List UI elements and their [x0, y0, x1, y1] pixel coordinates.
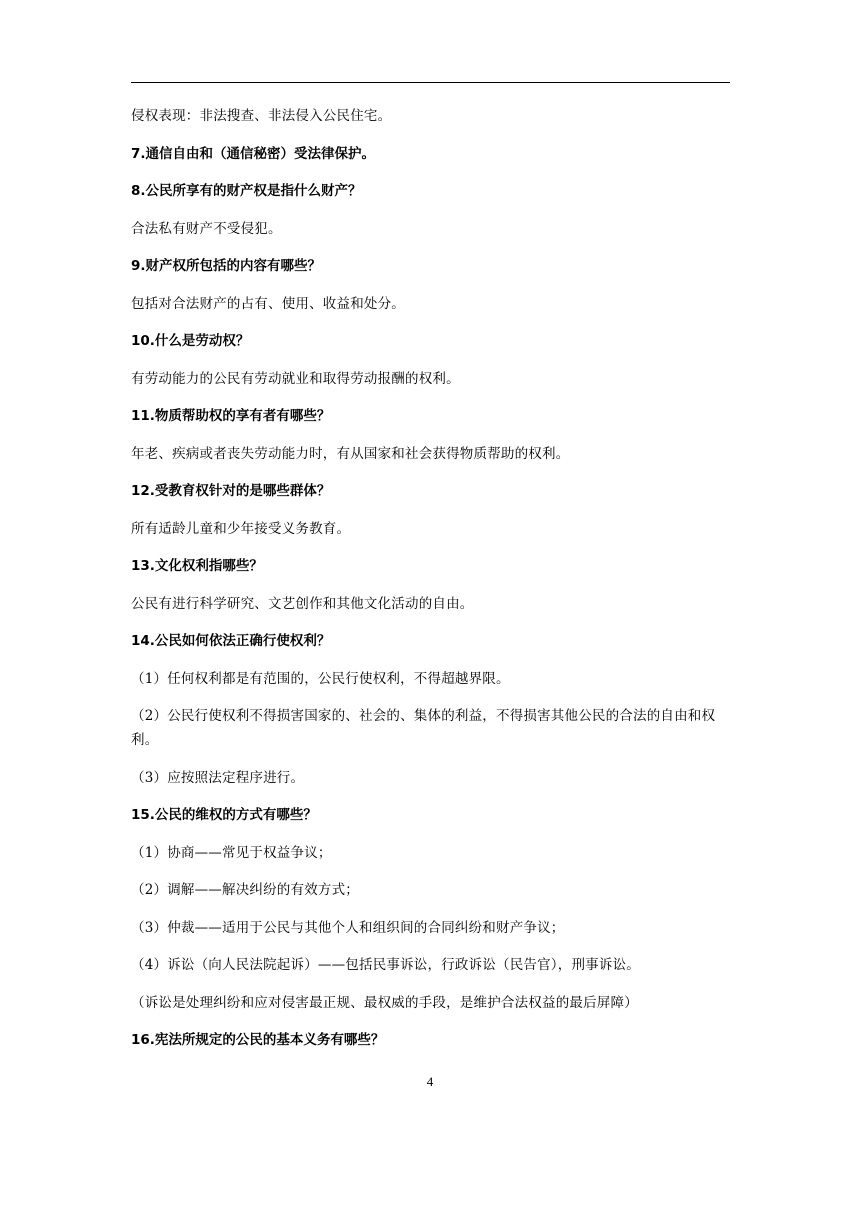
question-heading: 9.财产权所包括的内容有哪些？ [131, 258, 322, 274]
answer-text: （诉讼是处理纠纷和应对侵害最正规、最权威的手段，是维护合法权益的最后屏障） [131, 994, 638, 1011]
answer-text: （4）诉讼（向人民法院起诉）——包括民事诉讼，行政诉讼（民告官），刑事诉讼。 [131, 957, 640, 973]
question-heading: 7.通信自由和（通信秘密）受法律保护。 [131, 145, 376, 162]
question-heading: 16.宪法所规定的公民的基本义务有哪些？ [131, 1032, 385, 1048]
page-number: 4 [426, 1074, 434, 1089]
page-content [131, 104, 731, 1066]
answer-text: 包括对合法财产的占有、使用、收益和处分。 [131, 295, 405, 312]
answer-text: （2）公民行使权利不得损害国家的、社会的、集体的利益，不得损害其他公民的合法的自由和权利。 [131, 708, 716, 748]
question-heading: 13.文化权利指哪些？ [131, 558, 263, 574]
question-heading: 10.什么是劳动权？ [131, 333, 250, 349]
answer-text: （1）协商——常见于权益争议； [131, 844, 332, 861]
header-rule [131, 82, 730, 83]
answer-text: 侵权表现：非法搜查、非法侵入公民住宅。 [131, 108, 392, 124]
question-heading: 15.公民的维权的方式有哪些？ [131, 807, 317, 823]
question-heading: 14.公民如何依法正确行使权利？ [131, 633, 331, 649]
question-heading: 11.物质帮助权的享有者有哪些？ [131, 408, 331, 424]
answer-text: （3）应按照法定程序进行。 [131, 769, 305, 786]
answer-text: 所有适龄儿童和少年接受义务教育。 [131, 520, 351, 537]
answer-text: 公民有进行科学研究、文艺创作和其他文化活动的自由。 [131, 595, 474, 612]
question-heading: 12.受教育权针对的是哪些群体？ [131, 483, 331, 499]
answer-text: （2）调解——解决纠纷的有效方式； [131, 882, 359, 898]
answer-text: 合法私有财产不受侵犯。 [131, 220, 282, 237]
question-heading: 8.公民所享有的财产权是指什么财产？ [131, 183, 362, 199]
answer-text: 年老、疾病或者丧失劳动能力时，有从国家和社会获得物质帮助的权利。 [131, 445, 570, 462]
answer-text: （1）任何权利都是有范围的，公民行使权利，不得超越界限。 [131, 670, 510, 687]
answer-text: （3）仲裁——适用于公民与其他个人和组织间的合同纠纷和财产争议； [131, 919, 565, 936]
answer-text: 有劳动能力的公民有劳动就业和取得劳动报酬的权利。 [131, 370, 460, 387]
